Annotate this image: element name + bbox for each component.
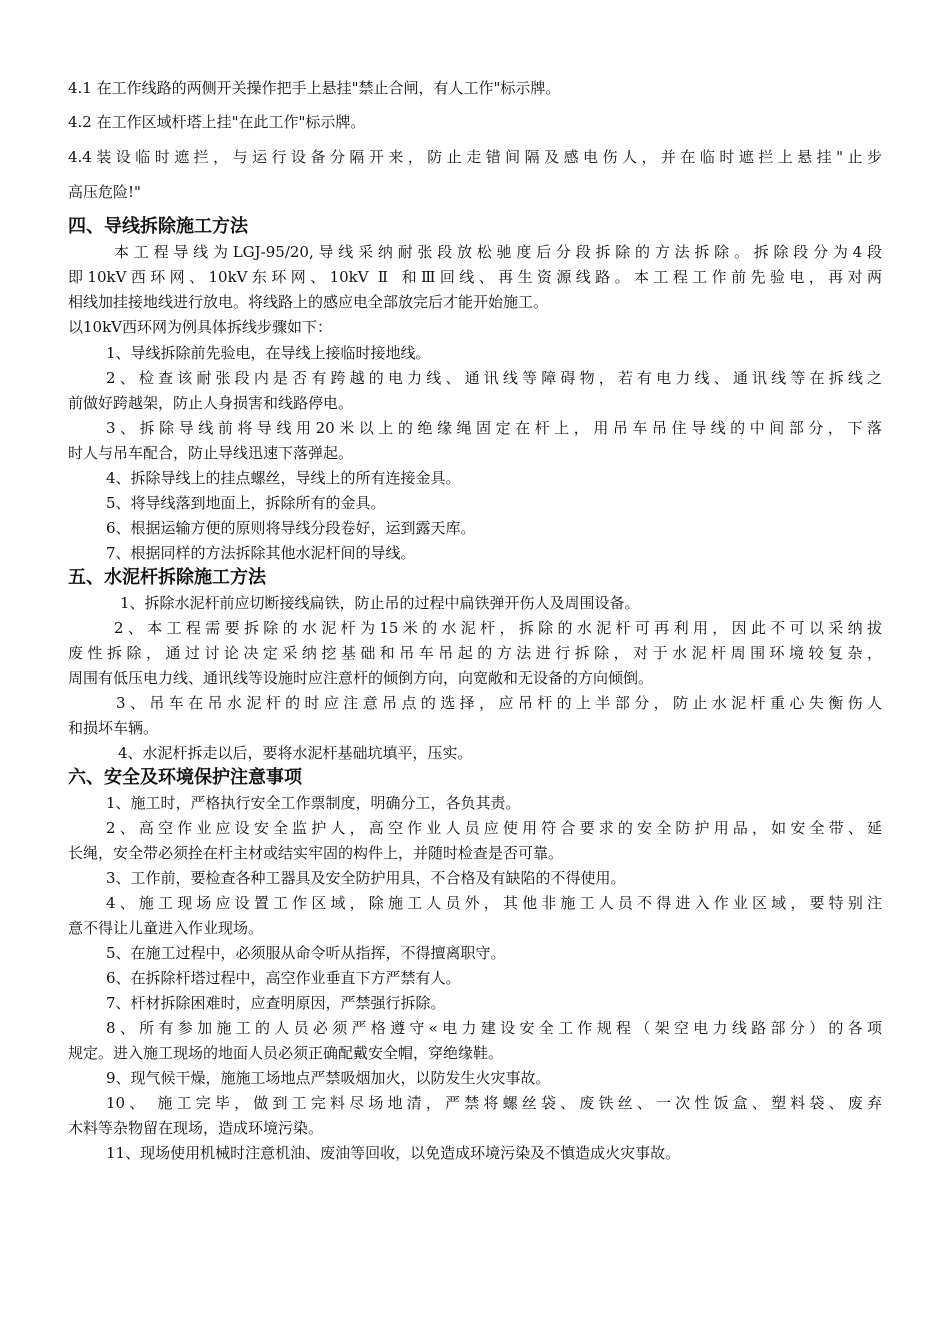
intro-item-4-1: 4.1 在工作线路的两侧开关操作把手上悬挂"禁止合闸，有人工作"标示牌。 — [68, 79, 561, 97]
section-5-step-4: 4、水泥杆拆走以后，要将水泥杆基础坑填平，压实。 — [118, 744, 473, 762]
section-6-item-1: 1、施工时，严格执行安全工作票制度，明确分工，各负其责。 — [106, 794, 521, 812]
section-4-step-7: 7、根据同样的方法拆除其他水泥杆间的导线。 — [106, 544, 416, 562]
section-6-item-10-line2: 木料等杂物留在现场，造成环境污染。 — [68, 1119, 324, 1137]
section-6-item-8-line2: 规定。进入施工现场的地面人员必须正确配戴安全帽，穿绝缘鞋。 — [68, 1044, 504, 1062]
section-5-step-2-line3: 周围有低压电力线、通讯线等设施时应注意杆的倾倒方向，向宽敞和无设备的方向倾倒。 — [68, 669, 654, 687]
section-4-step-6: 6、根据运输方便的原则将导线分段卷好，运到露天库。 — [106, 519, 476, 537]
section-5-step-2-line1: 2、本工程需要拆除的水泥杆为15米的水泥杆，拆除的水泥杆可再利用，因此不可以采纳拔 — [114, 619, 882, 637]
section-4-para-line1: 本工程导线为LGJ-95/20,导线采纳耐张段放松驰度后分段拆除的方法拆除。拆除段分为4段 — [114, 243, 882, 261]
section-6-item-10-line1: 10、 施工完毕，做到工完料尽场地清，严禁将螺丝袋、废铁丝、一次性饭盒、塑料袋、废弃 — [106, 1094, 882, 1112]
section-6-item-4-line2: 意不得让儿童进入作业现场。 — [68, 919, 264, 937]
section-4-heading: 四、导线拆除施工方法 — [68, 216, 248, 237]
section-6-item-8-line1: 8、所有参加施工的人员必须严格遵守«电力建设安全工作规程（架空电力线路部分）的各项 — [106, 1019, 882, 1037]
section-4-step-3-line2: 时人与吊车配合，防止导线迅速下落弹起。 — [68, 444, 354, 462]
section-4-step-2-line1: 2、检查该耐张段内是否有跨越的电力线、通讯线等障碍物，若有电力线、通讯线等在拆线之 — [106, 369, 882, 387]
section-6-item-7: 7、杆材拆除困难时，应查明原因，严禁强行拆除。 — [106, 994, 446, 1012]
section-6-heading: 六、安全及环境保护注意事项 — [68, 767, 302, 788]
intro-item-4-2: 4.2 在工作区域杆塔上挂"在此工作"标示牌。 — [68, 113, 366, 131]
section-5-step-2-line2: 废性拆除，通过讨论决定采纳挖基础和吊车吊起的方法进行拆除，对于水泥杆周围环境较复杂， — [68, 644, 882, 662]
section-6-item-4-line1: 4、施工现场应设置工作区域，除施工人员外，其他非施工人员不得进入作业区域，要特别注 — [106, 894, 882, 912]
section-5-step-1: 1、拆除水泥杆前应切断接线扁铁，防止吊的过程中扁铁弹开伤人及周围设备。 — [120, 594, 640, 612]
section-5-step-3-line2: 和损坏车辆。 — [68, 719, 159, 737]
section-4-step-5: 5、将导线落到地面上，拆除所有的金具。 — [106, 494, 386, 512]
section-5-step-3-line1: 3、吊车在吊水泥杆的时应注意吊点的选择，应吊杆的上半部分，防止水泥杆重心失衡伤人 — [116, 694, 882, 712]
section-4-para-line2: 即10kV西环网、10kV东环网、10kV Ⅱ 和Ⅲ回线、再生资源线路。本工程工作前先验电，再对两 — [68, 268, 882, 286]
section-6-item-9: 9、现气候干燥，施施工场地点严禁吸烟加火，以防发生火灾事故。 — [106, 1069, 551, 1087]
section-6-item-5: 5、在施工过程中，必须服从命令听从指挥，不得擅离职守。 — [106, 944, 506, 962]
section-6-item-11: 11、现场使用机械时注意机油、废油等回收，以免造成环境污染及不慎造成火灾事故。 — [106, 1144, 681, 1162]
section-6-item-6: 6、在拆除杆塔过程中，高空作业垂直下方严禁有人。 — [106, 969, 461, 987]
intro-item-4-4-line1: 4.4装设临时遮拦，与运行设备分隔开来，防止走错间隔及感电伤人，并在临时遮拦上悬挂"止步 — [68, 148, 882, 166]
section-4-step-1: 1、导线拆除前先验电，在导线上接临时接地线。 — [106, 344, 431, 362]
section-4-step-4: 4、拆除导线上的挂点螺丝，导线上的所有连接金具。 — [106, 469, 461, 487]
section-4-intro-steps: 以10kV西环网为例具体拆线步骤如下： — [68, 318, 333, 336]
section-4-step-3-line1: 3、拆除导线前将导线用20米以上的绝缘绳固定在杆上，用吊车吊住导线的中间部分，下落 — [106, 419, 882, 437]
section-6-item-2-line1: 2、高空作业应设安全监护人，高空作业人员应使用符合要求的安全防护用品，如安全带、延 — [106, 819, 882, 837]
section-5-heading: 五、水泥杆拆除施工方法 — [68, 567, 266, 588]
intro-item-4-4-line2: 高压危险!" — [68, 183, 141, 201]
section-4-step-2-line2: 前做好跨越架，防止人身损害和线路停电。 — [68, 394, 354, 412]
section-4-para-line3: 相线加挂接地线进行放电。将线路上的感应电全部放完后才能开始施工。 — [68, 293, 549, 311]
section-6-item-2-line2: 长绳，安全带必须拴在杆主材或结实牢固的构件上，并随时检查是否可靠。 — [68, 844, 564, 862]
section-6-item-3: 3、工作前，要检查各种工器具及安全防护用具，不合格及有缺陷的不得使用。 — [106, 869, 626, 887]
